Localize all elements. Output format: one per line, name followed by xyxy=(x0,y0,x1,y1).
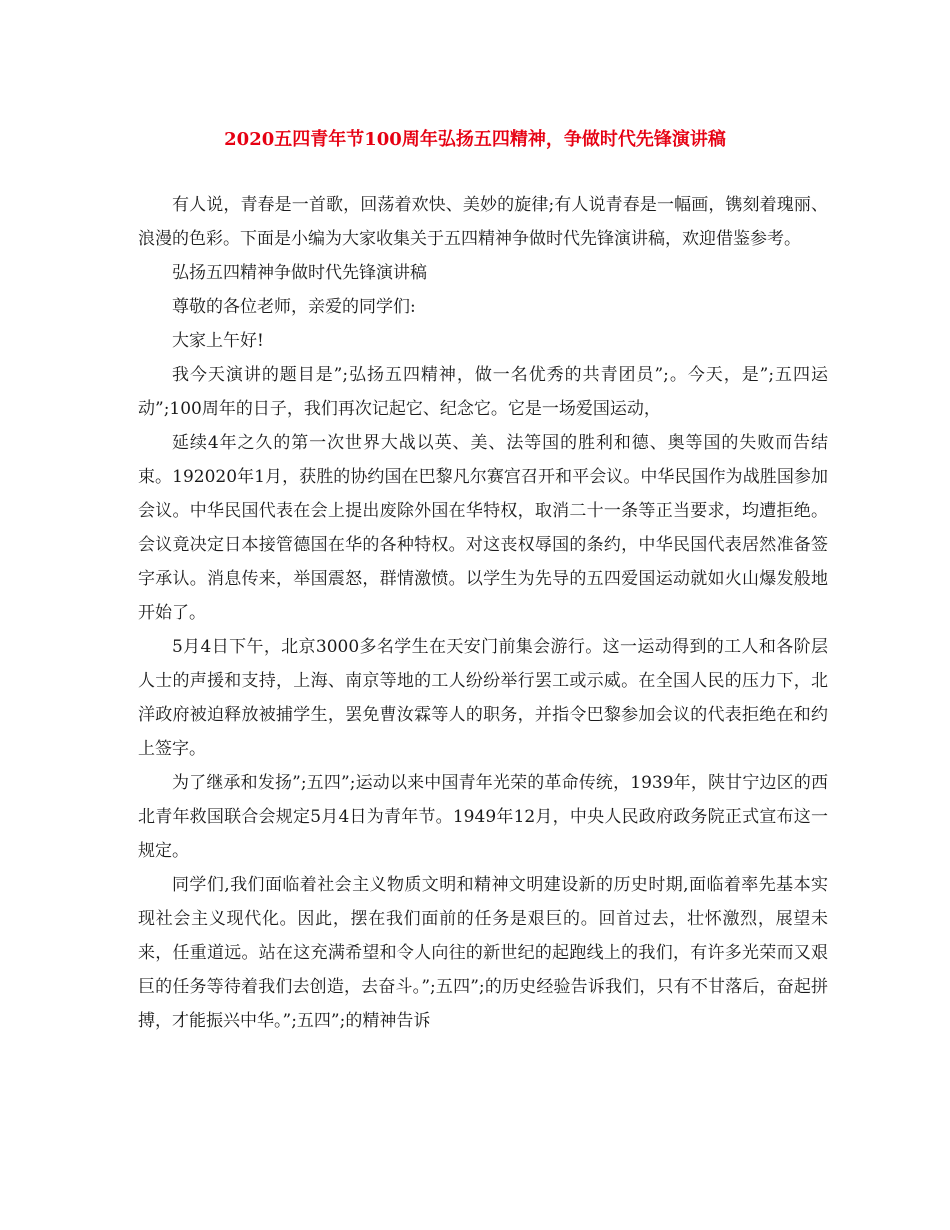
paragraph-youth-day: 为了继承和发扬”;五四”;运动以来中国青年光荣的革命传统，1939年，陕甘宁边区的西北青年救国联合会规定5月4日为青年节。1949年12月，中央人民政府政务院正式宣布这一规定。 xyxy=(138,773,828,861)
paragraph-classmates: 同学们,我们面临着社会主义物质文明和精神文明建设新的历史时期,面临着率先基本实现社会主义现代化。因此，摆在我们面前的任务是艰巨的。回首过去，壮怀激烈，展望未来，任重道远。站在这充满希望和令人向往的新世纪的起跑线上的我们，有许多光荣而又艰巨的任务等待着我们去创造，去奋斗。”;五四”;的历史经验告诉我们，只有不甘落后，奋起拼搏，才能振兴中华。”;五四”;的精神告诉 xyxy=(138,875,828,1031)
document-body xyxy=(138,188,828,1038)
paragraph-topic: 我今天演讲的题目是”;弘扬五四精神，做一名优秀的共青团员”;。今天，是”;五四运动”;100周年的日子，我们再次记起它、纪念它。它是一场爱国运动， xyxy=(138,365,828,419)
paragraph-greeting: 大家上午好! xyxy=(172,331,264,351)
paragraph-salutation: 尊敬的各位老师，亲爱的同学们: xyxy=(172,297,416,317)
paragraph-speech-heading: 弘扬五四精神争做时代先锋演讲稿 xyxy=(172,263,427,283)
document-title: 2020五四青年节100周年弘扬五四精神，争做时代先锋演讲稿 xyxy=(224,129,726,150)
paragraph-history: 延续4年之久的第一次世界大战以英、美、法等国的胜利和德、奥等国的失败而告结束。192020年1月，获胜的协约国在巴黎凡尔赛宫召开和平会议。中华民国作为战胜国参加会议。中华民国代表在会上提出废除外国在华特权，取消二十一条等正当要求，均遭拒绝。会议竟决定日本接管德国在华的各种特权。对这丧权辱国的条约，中华民国代表居然准备签字承认。消息传来，举国震怒，群情激愤。以学生为先导的五四爱国运动就如火山爆发般地开始了。 xyxy=(138,433,828,623)
paragraph-intro: 有人说，青春是一首歌，回荡着欢快、美妙的旋律;有人说青春是一幅画，镌刻着瑰丽、浪漫的色彩。下面是小编为大家收集关于五四精神争做时代先锋演讲稿，欢迎借鉴参考。 xyxy=(138,195,828,249)
paragraph-may-fourth: 5月4日下午，北京3000多名学生在天安门前集会游行。这一运动得到的工人和各阶层人士的声援和支持，上海、南京等地的工人纷纷举行罢工或示威。在全国人民的压力下，北洋政府被迫释放被捕学生，罢免曹汝霖等人的职务，并指令巴黎参加会议的代表拒绝在和约上签字。 xyxy=(138,637,828,759)
